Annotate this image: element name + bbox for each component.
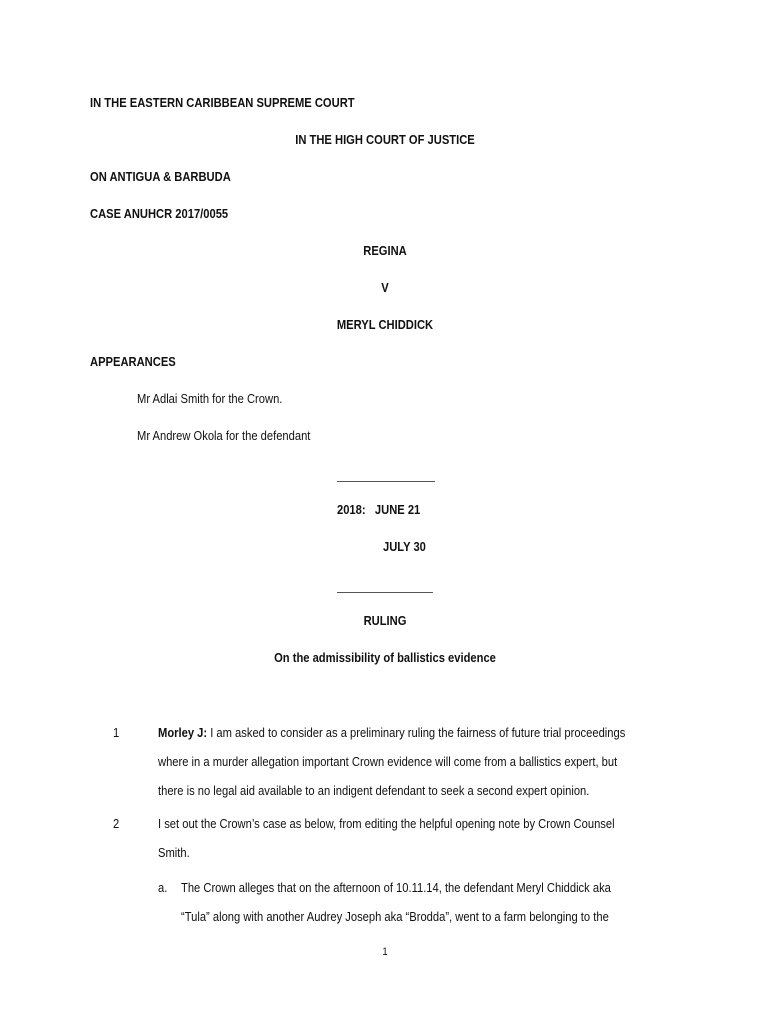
paragraph-2: [158, 809, 683, 867]
ruling-title: RULING: [363, 613, 407, 628]
appearances-heading: APPEARANCES: [90, 354, 176, 369]
appearance-crown: Mr Adlai Smith for the Crown.: [137, 391, 283, 406]
separator-rule: [337, 481, 435, 482]
separator-rule: [337, 592, 433, 593]
page-number: 1: [382, 946, 388, 958]
paragraph-text: I am asked to consider as a preliminary ruling the fairness of future trial proceedings: [207, 725, 626, 740]
paragraph-text: I set out the Crown’s case as below, from editing the helpful opening note by Crown Counsel: [158, 816, 615, 831]
ruling-subtitle: On the admissibility of ballistics evidence: [274, 650, 496, 665]
hearing-date: 2018: JUNE 21: [337, 502, 421, 517]
subparagraph-label: a.: [158, 880, 168, 895]
judge-name: Morley J:: [158, 725, 208, 740]
party-defendant: MERYL CHIDDICK: [336, 317, 434, 332]
ruling-date: JULY 30: [383, 539, 426, 554]
paragraph-text: The Crown alleges that on the afternoon of 10.11.14, the defendant Meryl Chiddick aka: [181, 880, 611, 895]
case-number: CASE ANUHCR 2017/0055: [90, 206, 229, 221]
court-division: IN THE HIGH COURT OF JUSTICE: [295, 132, 475, 147]
paragraph-text: where in a murder allegation important Crown evidence will come from a ballistics expert, but: [158, 754, 618, 769]
paragraph-number: 2: [113, 816, 120, 831]
paragraph-text: there is no legal aid available to an indigent defendant to seek a second expert opinion.: [158, 783, 590, 798]
versus: V: [381, 280, 389, 295]
paragraph-text: “Tula” along with another Audrey Joseph aka “Brodda”, went to a farm belonging to the: [181, 909, 609, 924]
subparagraph-a: [181, 873, 688, 931]
jurisdiction: ON ANTIGUA & BARBUDA: [90, 169, 231, 184]
paragraph-1: [158, 718, 683, 805]
appearance-defence: Mr Andrew Okola for the defendant: [137, 428, 311, 443]
party-regina: REGINA: [363, 243, 407, 258]
paragraph-number: 1: [113, 725, 120, 740]
court-name: IN THE EASTERN CARIBBEAN SUPREME COURT: [90, 95, 355, 110]
paragraph-text: Smith.: [158, 845, 190, 860]
